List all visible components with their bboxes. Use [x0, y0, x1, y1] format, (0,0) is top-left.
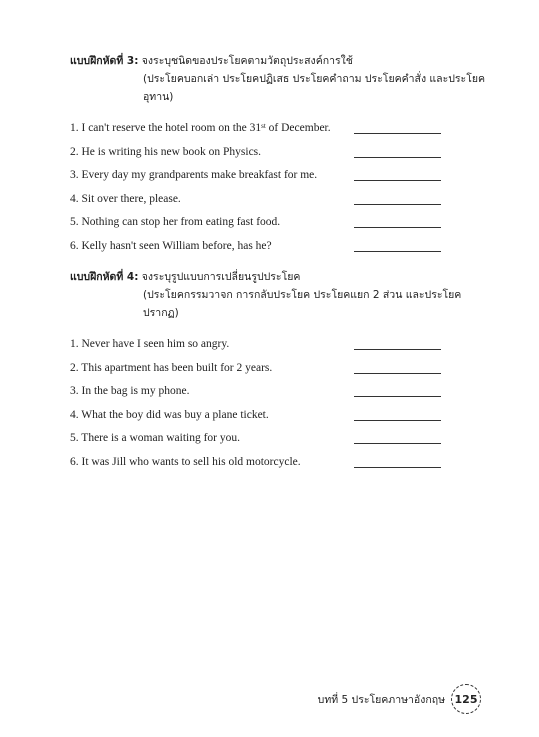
item-text: 4. What the boy did was buy a plane ticket. — [70, 408, 269, 421]
answer-blank[interactable] — [354, 133, 441, 134]
exercise-3-subtitle: (ประโยคบอกเล่า ประโยคปฏิเสธ ประโยคคำถาม ประโยคคำสั่ง และประโยคอุทาน) — [143, 73, 486, 103]
answer-blank[interactable] — [354, 204, 441, 205]
exercise-3-instruction: จงระบุชนิดของประโยคตามวัตถุประสงค์การใช้ — [141, 55, 353, 67]
list-item — [70, 454, 490, 478]
exercise-3-header — [70, 52, 490, 70]
list-item — [70, 120, 490, 144]
item-text: 2. He is writing his new book on Physics. — [70, 145, 262, 158]
answer-blank[interactable] — [354, 349, 441, 350]
answer-blank[interactable] — [354, 467, 441, 468]
list-item — [70, 430, 490, 454]
list-item — [70, 383, 490, 407]
item-text: 4. Sit over there, please. — [70, 192, 181, 205]
list-item — [70, 360, 490, 384]
page-number: 125 — [451, 684, 481, 714]
chapter-title: บทที่ 5 ประโยคภาษาอังกฤษ — [317, 693, 445, 706]
item-text: 2. This apartment has been built for 2 years. — [70, 361, 273, 374]
list-item — [70, 144, 490, 168]
item-text-part: 1. I can't reserve the hotel room on the 31 — [70, 122, 262, 134]
item-text: 3. Every day my grandparents make breakfast for me. — [70, 169, 318, 182]
exercise-4-header — [70, 268, 490, 286]
item-text: 5. There is a woman waiting for you. — [70, 432, 241, 445]
item-text: 3. In the bag is my phone. — [70, 385, 190, 398]
item-text: 6. It was Jill who wants to sell his old motorcycle. — [70, 455, 301, 468]
answer-blank[interactable] — [354, 157, 441, 158]
item-text: 6. Kelly hasn't seen William before, has he? — [70, 239, 272, 252]
exercise-4-instruction: จงระบุรูปแบบการเปลี่ยนรูปประโยค — [141, 271, 301, 283]
answer-blank[interactable] — [354, 443, 441, 444]
exercise-4 — [70, 268, 490, 478]
exercise-3-label: แบบฝึกหัดที่ 3: — [70, 55, 139, 67]
item-text-part: of December. — [265, 122, 331, 134]
answer-blank[interactable] — [354, 396, 441, 397]
answer-blank[interactable] — [354, 373, 441, 374]
list-item — [70, 407, 490, 431]
page-footer — [318, 684, 481, 714]
ordinal-suffix: st — [261, 122, 266, 130]
exercise-4-label: แบบฝึกหัดที่ 4: — [70, 271, 139, 283]
list-item — [70, 238, 490, 262]
answer-blank[interactable] — [354, 251, 441, 252]
exercise-4-items — [70, 336, 490, 478]
list-item — [70, 214, 490, 238]
exercise-4-subtitle: (ประโยคกรรมวาจก การกลับประโยค ประโยคแยก 2 ส่วน และประโยคปรากฏ) — [143, 289, 462, 319]
item-text: 5. Nothing can stop her from eating fast food. — [70, 216, 281, 229]
answer-blank[interactable] — [354, 420, 441, 421]
item-text — [70, 120, 331, 136]
list-item — [70, 167, 490, 191]
item-text: 1. Never have I seen him so angry. — [70, 338, 230, 350]
list-item — [70, 191, 490, 215]
answer-blank[interactable] — [354, 227, 441, 228]
answer-blank[interactable] — [354, 180, 441, 181]
exercise-3-items — [70, 120, 490, 262]
list-item — [70, 336, 490, 360]
exercise-3 — [70, 52, 490, 262]
